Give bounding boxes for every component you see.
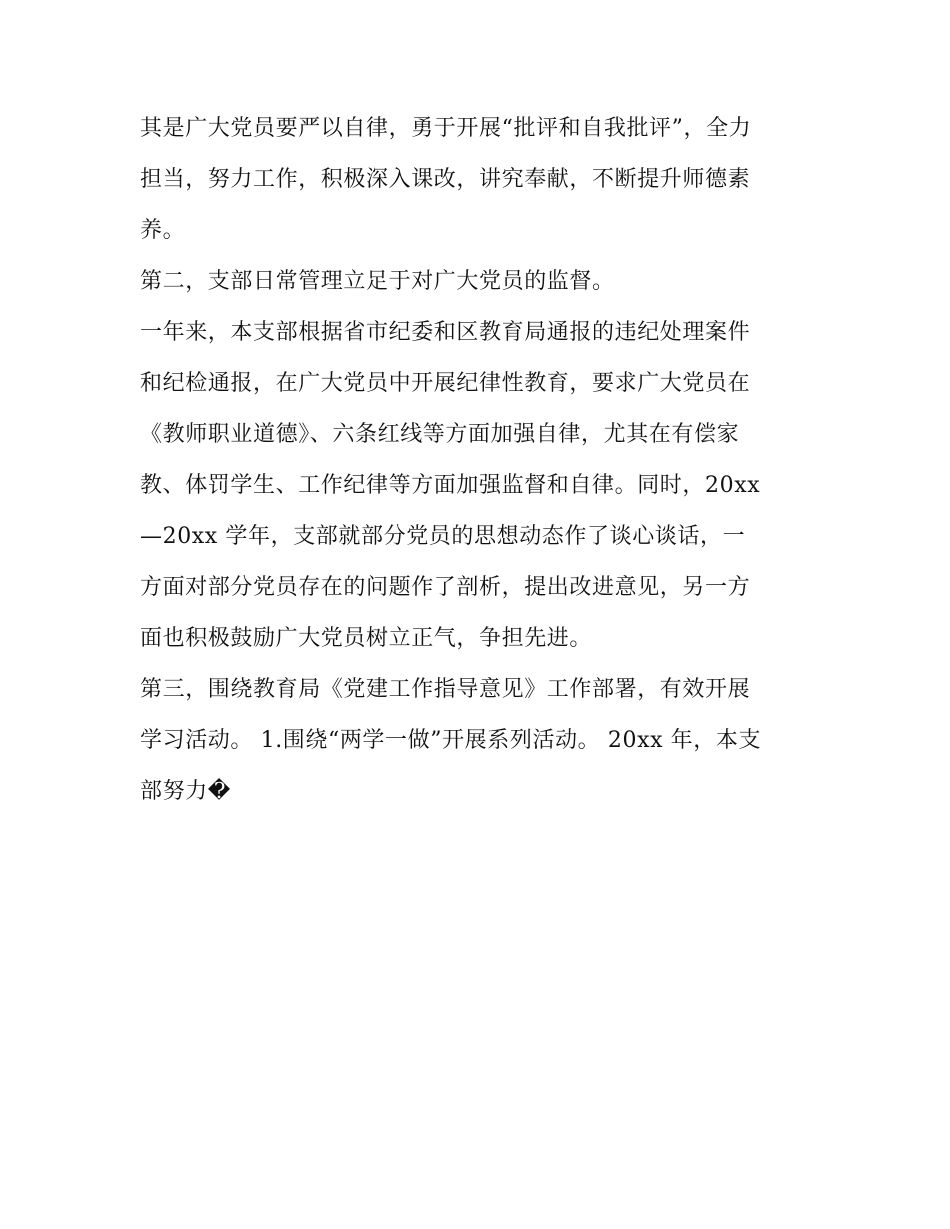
text-line: 方面对部分党员存在的问题作了剖析，提出改进意见，另一方 [140,575,751,600]
text-line: 养。 [140,218,186,243]
text-line: —20xx 学年，支部就部分党员的思想动态作了谈心谈话，一 [140,524,746,549]
text-line: 教、体罚学生、工作纪律等方面加强监督和自律。同时，20xx [140,473,761,498]
text-line: 担当，努力工作，积极深入课改，讲究奉献，不断提升师德素 [140,167,751,192]
text-line: 一年来，本支部根据省市纪委和区教育局通报的违纪处理案件 [140,320,751,345]
text-line: 学习活动。 1.围绕“两学一做”开展系列活动。 20xx 年，本支 [140,728,762,753]
text-line: 和纪检通报，在广大党员中开展纪律性教育，要求广大党员在 [140,371,751,396]
text-line: 其是广大党员要严以自律，勇于开展“批评和自我批评”，全力 [140,116,752,141]
text-line: 面也积极鼓励广大党员树立正气，争担先进。 [140,626,593,651]
body-text [140,103,820,817]
text-line: 《教师职业道德》、六条红线等方面加强自律，尤其在有偿家 [140,422,740,447]
text-line: 第三，围绕教育局《党建工作指导意见》工作部署，有效开展 [140,677,751,702]
text-line: 部努力� [140,779,231,804]
text-line: 第二，支部日常管理立足于对广大党员的监督。 [140,269,615,294]
